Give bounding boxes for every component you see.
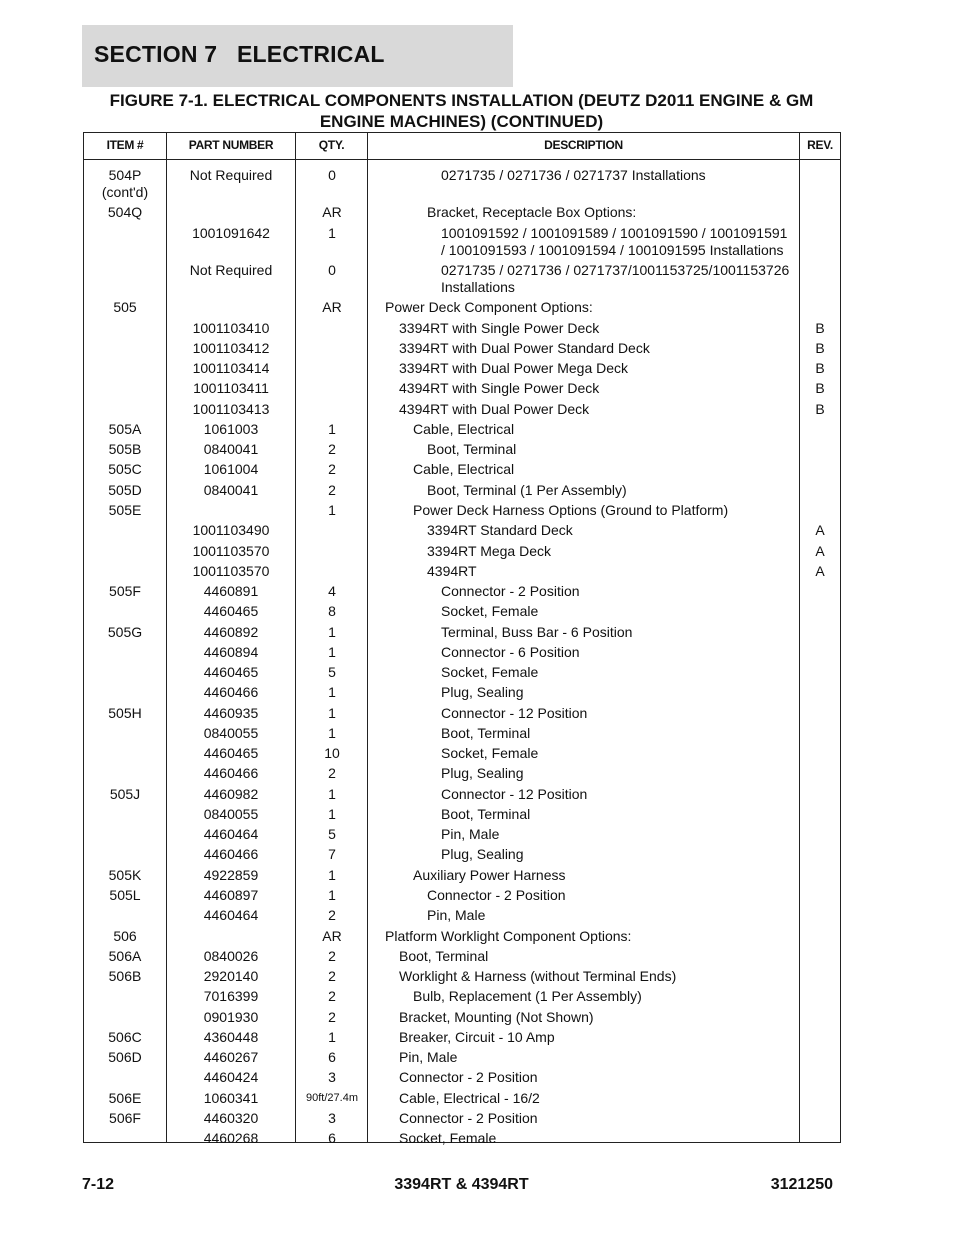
cell-part-number: 0840041 (203, 441, 259, 457)
cell-part-number: 1001103414 (192, 360, 270, 376)
cell-part-number: 4460320 (203, 1110, 259, 1126)
cell-part-number: 4460892 (203, 624, 259, 640)
cell-description: Plug, Sealing (441, 684, 524, 700)
cell-description: 3394RT Mega Deck (427, 543, 551, 559)
cell-description: 3394RT with Dual Power Standard Deck (399, 340, 650, 356)
cell-part-number: 4460935 (203, 705, 259, 721)
cell-quantity: 2 (328, 461, 336, 477)
cell-revision: A (815, 563, 825, 579)
cell-item-number: 505B (108, 441, 142, 457)
cell-description: Breaker, Circuit - 10 Amp (399, 1029, 555, 1045)
cell-item-number: 505K (108, 867, 142, 883)
footer-page-number: 7-12 (82, 1176, 115, 1193)
cell-description: Socket, Female (441, 745, 539, 761)
cell-part-number: 1001103570 (192, 543, 270, 559)
cell-description: Bracket, Receptacle Box Options: (427, 204, 637, 220)
cell-part-number: 1001103490 (192, 522, 270, 538)
column-divider (799, 133, 800, 1142)
cell-part-number: 4360448 (203, 1029, 259, 1045)
cell-description: 1001091592 / 1001091589 / 1001091590 / 1001091591 / 1001091593 / 1001091594 / 1001091595 Installations (441, 225, 788, 258)
cell-description: Boot, Terminal (399, 948, 489, 964)
header-item: ITEM # (106, 138, 144, 152)
cell-part-number: 1001103411 (193, 380, 269, 396)
cell-quantity: 1 (328, 867, 336, 883)
cell-description: Boot, Terminal (427, 441, 517, 457)
cell-part-number: 1001103412 (192, 340, 270, 356)
cell-quantity: AR (322, 928, 342, 944)
cell-description: Bracket, Mounting (Not Shown) (399, 1009, 594, 1025)
cell-item-number: 506C (108, 1029, 142, 1045)
cell-description: Platform Worklight Component Options: (385, 928, 632, 944)
cell-part-number: 4460466 (203, 765, 259, 781)
cell-item-number: 506A (108, 948, 142, 964)
cell-quantity: 10 (324, 745, 340, 761)
cell-item-number: 505A (108, 421, 142, 437)
cell-description: Connector - 2 Position (399, 1110, 538, 1126)
cell-description: 0271735 / 0271736 / 0271737/1001153725/1001153726 Installations (441, 262, 790, 295)
cell-description: 3394RT with Dual Power Mega Deck (399, 360, 629, 376)
cell-description: Plug, Sealing (441, 765, 524, 781)
cell-quantity: 1 (328, 705, 336, 721)
cell-part-number: 4460891 (203, 583, 259, 599)
cell-quantity: 2 (328, 1009, 336, 1025)
cell-quantity: 1 (328, 786, 336, 802)
header-description: DESCRIPTION (544, 138, 623, 152)
cell-quantity: 1 (328, 502, 336, 518)
cell-item-number: 506E (108, 1090, 142, 1106)
cell-revision: B (815, 320, 825, 336)
cell-quantity: 8 (328, 603, 336, 619)
cell-quantity: 1 (328, 624, 336, 640)
cell-revision: B (815, 360, 825, 376)
cell-quantity: AR (322, 204, 342, 220)
cell-item-number: 505G (107, 624, 143, 640)
cell-quantity: 1 (328, 806, 336, 822)
cell-part-number: 1001091642 (192, 225, 270, 241)
cell-quantity: 2 (328, 988, 336, 1004)
cell-quantity: 1 (328, 644, 336, 660)
cell-part-number: 1060341 (203, 1090, 259, 1106)
cell-quantity: AR (322, 299, 342, 315)
cell-description: Bulb, Replacement (1 Per Assembly) (413, 988, 642, 1004)
cell-description: Socket, Female (399, 1130, 497, 1146)
cell-description: Cable, Electrical (413, 421, 515, 437)
footer-doc-number: 3121250 (770, 1176, 833, 1193)
header-part-number: PART NUMBER (188, 138, 274, 152)
cell-quantity: 2 (328, 907, 336, 923)
cell-description: 3394RT with Single Power Deck (399, 320, 600, 336)
cell-part-number: 1061004 (203, 461, 259, 477)
cell-item-number: 506F (109, 1110, 141, 1126)
cell-item-number: 505D (108, 482, 142, 498)
cell-quantity: 2 (328, 948, 336, 964)
cell-part-number: 2920140 (203, 968, 259, 984)
cell-item-number: 506B (108, 968, 142, 984)
cell-part-number: 4460465 (203, 745, 259, 761)
cell-description: Socket, Female (441, 664, 539, 680)
cell-part-number: 4460465 (203, 664, 259, 680)
cell-part-number: 1001103570 (192, 563, 270, 579)
cell-item-number: 504P (cont'd) (101, 167, 149, 200)
cell-part-number: 4460464 (203, 907, 259, 923)
cell-description: Cable, Electrical (413, 461, 515, 477)
cell-part-number: 0840041 (203, 482, 259, 498)
cell-description: Boot, Terminal (441, 725, 531, 741)
cell-part-number: 4460894 (203, 644, 259, 660)
header-qty: QTY. (318, 138, 345, 152)
cell-part-number: 0840026 (203, 948, 259, 964)
cell-item-number: 505F (109, 583, 141, 599)
cell-quantity: 2 (328, 765, 336, 781)
cell-description: Pin, Male (399, 1049, 458, 1065)
cell-part-number: 0840055 (203, 725, 259, 741)
cell-part-number: 1061003 (203, 421, 259, 437)
cell-quantity: 3 (328, 1069, 336, 1085)
header-divider (84, 159, 840, 160)
parts-table (83, 132, 841, 1146)
cell-description: Terminal, Buss Bar - 6 Position (441, 624, 633, 640)
cell-quantity: 6 (328, 1130, 336, 1146)
cell-part-number: 4460466 (203, 684, 259, 700)
cell-description: Worklight & Harness (without Terminal Ends) (399, 968, 677, 984)
cell-part-number: Not Required (189, 262, 273, 278)
cell-part-number: 4922859 (203, 867, 259, 883)
cell-quantity: 1 (328, 887, 336, 903)
cell-quantity: 1 (328, 725, 336, 741)
cell-part-number: 0840055 (203, 806, 259, 822)
cell-quantity: 0 (328, 262, 336, 278)
cell-quantity: 6 (328, 1049, 336, 1065)
cell-description: Connector - 2 Position (441, 583, 580, 599)
cell-revision: A (815, 543, 825, 559)
cell-part-number: 4460982 (203, 786, 259, 802)
cell-item-number: 505C (108, 461, 142, 477)
section-banner (82, 25, 513, 87)
cell-description: Socket, Female (441, 603, 539, 619)
cell-description: Auxiliary Power Harness (413, 867, 566, 883)
cell-item-number: 506 (113, 928, 137, 944)
cell-part-number: 4460267 (203, 1049, 259, 1065)
cell-quantity: 5 (328, 826, 336, 842)
cell-revision: B (815, 401, 825, 417)
cell-item-number: 505H (108, 705, 142, 721)
cell-quantity: 0 (328, 167, 336, 183)
cell-description: Cable, Electrical - 16/2 (399, 1090, 540, 1106)
cell-description: Pin, Male (441, 826, 500, 842)
cell-quantity: 1 (328, 684, 336, 700)
cell-quantity: 1 (328, 225, 336, 241)
cell-item-number: 505J (109, 786, 141, 802)
cell-part-number: 1001103410 (192, 320, 270, 336)
header-rev: REV. (807, 138, 833, 152)
cell-quantity: 4 (328, 583, 336, 599)
cell-description: Power Deck Component Options: (385, 299, 593, 315)
cell-part-number: Not Required (189, 167, 273, 183)
cell-quantity: 2 (328, 968, 336, 984)
section-title: SECTION 7 ELECTRICAL (94, 41, 385, 67)
cell-item-number: 505 (113, 299, 137, 315)
cell-part-number: 7016399 (203, 988, 259, 1004)
cell-description: Connector - 12 Position (441, 786, 588, 802)
cell-part-number: 4460424 (203, 1069, 259, 1085)
cell-description: Connector - 2 Position (399, 1069, 538, 1085)
cell-description: Connector - 2 Position (427, 887, 566, 903)
cell-item-number: 506D (108, 1049, 142, 1065)
cell-quantity: 2 (328, 482, 336, 498)
cell-quantity: 90ft/27.4m (306, 1092, 358, 1104)
cell-description: 4394RT with Single Power Deck (399, 380, 600, 396)
cell-description: 4394RT (427, 563, 477, 579)
cell-revision: A (815, 522, 825, 538)
cell-item-number: 505L (109, 887, 141, 903)
cell-quantity: 1 (328, 1029, 336, 1045)
footer-model: 3394RT & 4394RT (394, 1176, 529, 1193)
cell-description: Connector - 6 Position (441, 644, 580, 660)
cell-quantity: 7 (328, 846, 336, 862)
cell-description: 3394RT Standard Deck (427, 522, 573, 538)
cell-quantity: 3 (328, 1110, 336, 1126)
cell-description: Connector - 12 Position (441, 705, 588, 721)
cell-part-number: 1001103413 (192, 401, 270, 417)
cell-part-number: 0901930 (203, 1009, 259, 1025)
cell-item-number: 505E (108, 502, 142, 518)
cell-revision: B (815, 380, 825, 396)
cell-description: Pin, Male (427, 907, 486, 923)
cell-part-number: 4460466 (203, 846, 259, 862)
cell-description: Boot, Terminal (441, 806, 531, 822)
cell-part-number: 4460268 (203, 1130, 259, 1146)
cell-description: Boot, Terminal (1 Per Assembly) (427, 482, 627, 498)
cell-description: 4394RT with Dual Power Deck (399, 401, 590, 417)
cell-part-number: 4460897 (203, 887, 259, 903)
cell-quantity: 5 (328, 664, 336, 680)
cell-description: 0271735 / 0271736 / 0271737 Installations (441, 167, 706, 183)
cell-description: Power Deck Harness Options (Ground to Platform) (413, 502, 729, 518)
figure-title: FIGURE 7-1. ELECTRICAL COMPONENTS INSTALLATION (DEUTZ D2011 ENGINE & GM ENGINE MACHINES) (CONTINUED) (109, 91, 814, 131)
cell-part-number: 4460465 (203, 603, 259, 619)
cell-item-number: 504Q (107, 204, 143, 220)
cell-part-number: 4460464 (203, 826, 259, 842)
cell-quantity: 2 (328, 441, 336, 457)
cell-revision: B (815, 340, 825, 356)
cell-description: Plug, Sealing (441, 846, 524, 862)
cell-quantity: 1 (328, 421, 336, 437)
